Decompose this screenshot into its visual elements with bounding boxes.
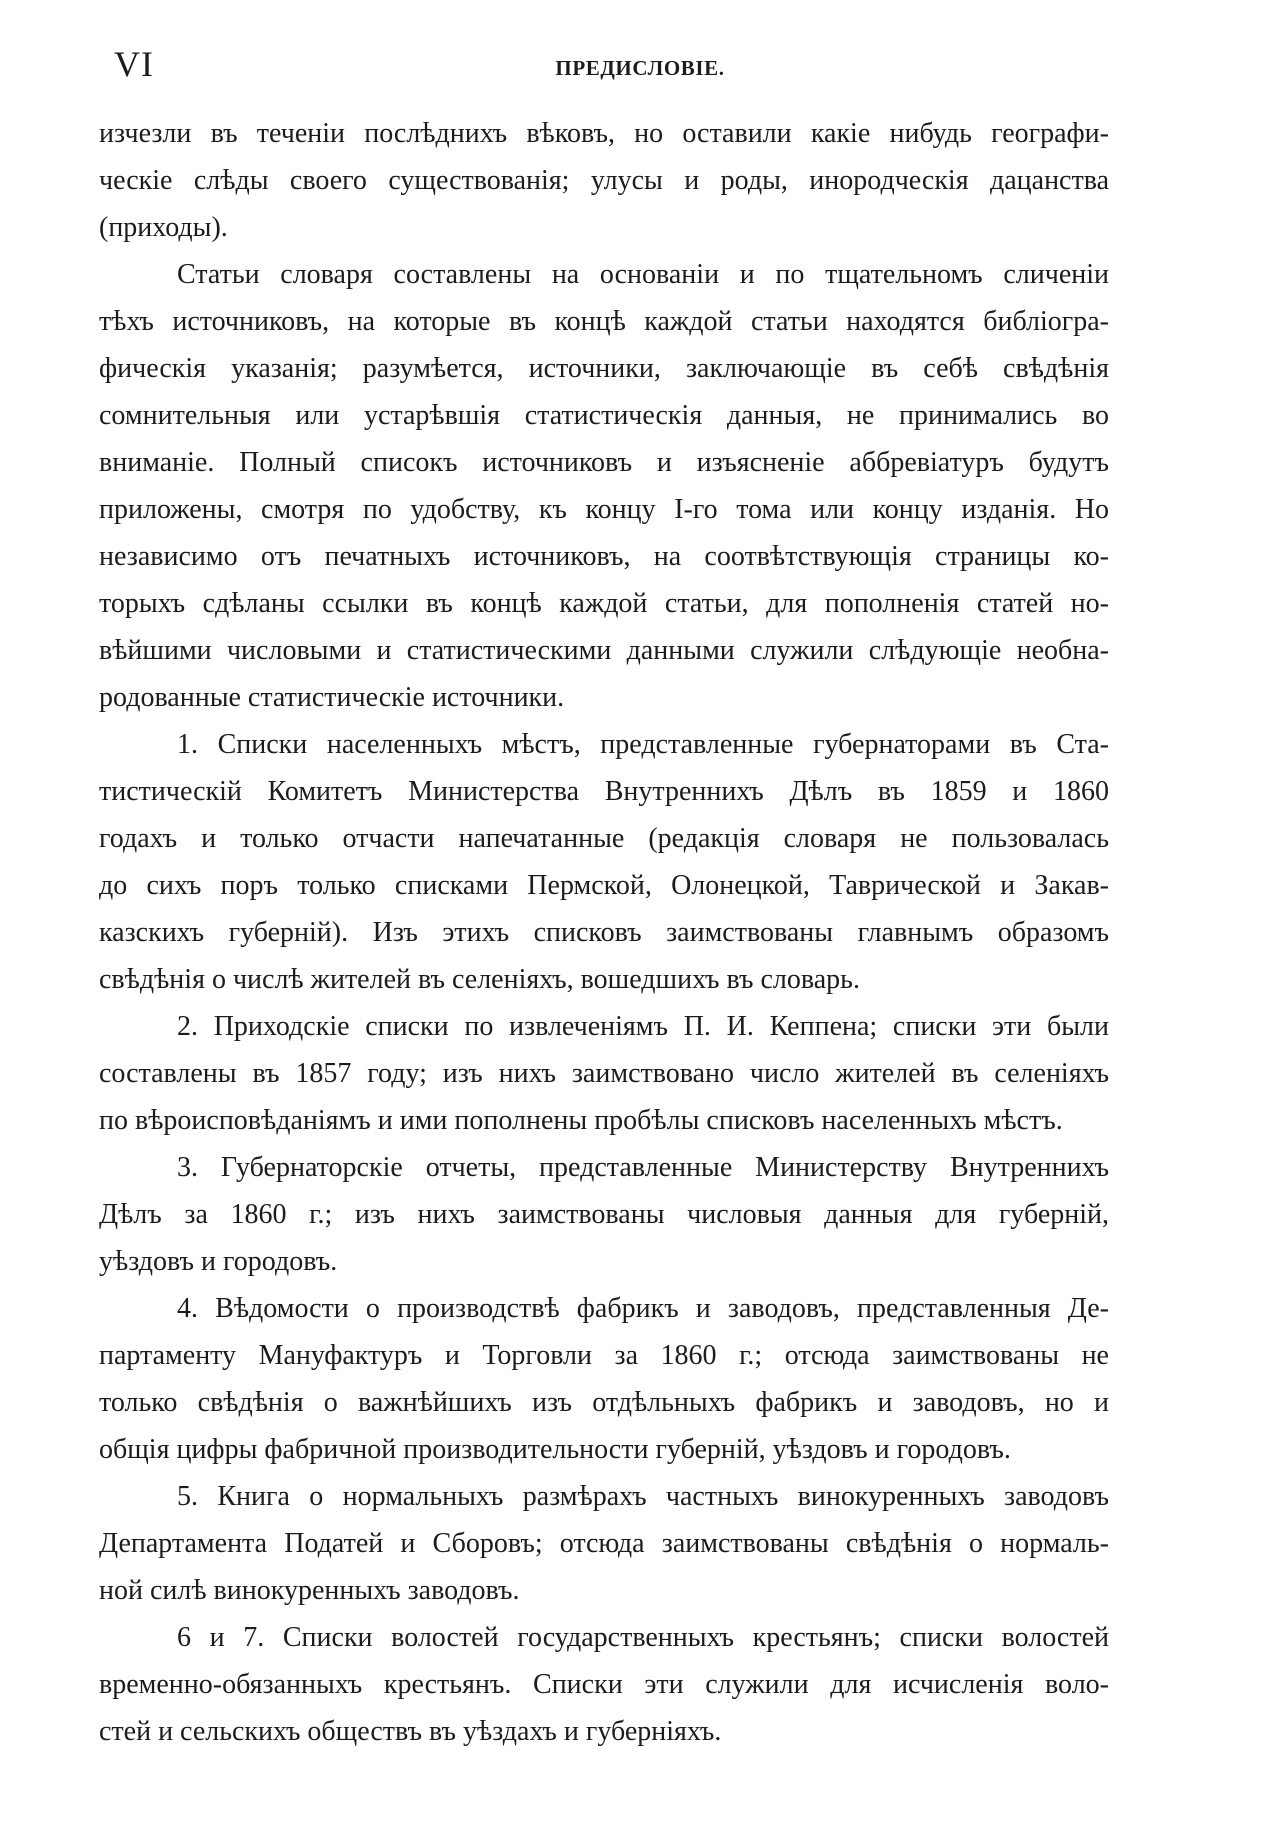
text-line: по вѣроисповѣданіямъ и ими пополнены пробѣлы списковъ населенныхъ мѣстъ. bbox=[99, 1105, 1063, 1136]
text-line: родованные статистическіе источники. bbox=[99, 682, 565, 713]
text-line: изчезли въ теченіи послѣднихъ вѣковъ, но оставили какіе нибудь географи- bbox=[99, 118, 1109, 149]
text-line: свѣдѣнія о числѣ жителей въ селеніяхъ, вошедшихъ въ словарь. bbox=[99, 964, 860, 995]
text-line: составлены въ 1857 году; изъ нихъ заимствовано число жителей въ селеніяхъ bbox=[99, 1058, 1109, 1089]
text-line: 5. Книга о нормальныхъ размѣрахъ частныхъ винокуренныхъ заводовъ bbox=[177, 1481, 1109, 1512]
text-line: тѣхъ источниковъ, на которые въ концѣ каждой статьи находятся библіогра- bbox=[99, 306, 1109, 337]
text-line: только свѣдѣнія о важнѣйшихъ изъ отдѣльныхъ фабрикъ и заводовъ, но и bbox=[99, 1387, 1109, 1418]
text-line: фическія указанія; разумѣется, источники, заключающіе въ себѣ свѣдѣнія bbox=[99, 353, 1109, 384]
text-line: стей и сельскихъ обществъ въ уѣздахъ и губерніяхъ. bbox=[99, 1716, 722, 1747]
text-line: тистическій Комитетъ Министерства Внутреннихъ Дѣлъ въ 1859 и 1860 bbox=[99, 776, 1109, 807]
page-body bbox=[99, 110, 1109, 1755]
page-header bbox=[0, 0, 1280, 100]
text-line: 1. Списки населенныхъ мѣстъ, представленные губернаторами въ Ста- bbox=[177, 729, 1109, 760]
text-line: вѣйшими числовыми и статистическими данными служили слѣдующіе необна- bbox=[99, 635, 1109, 666]
text-line: 6 и 7. Списки волостей государственныхъ крестьянъ; списки волостей bbox=[177, 1622, 1109, 1653]
text-line: Дѣлъ за 1860 г.; изъ нихъ заимствованы числовыя данныя для губерній, bbox=[99, 1199, 1109, 1230]
text-line: вниманіе. Полный списокъ источниковъ и изъясненіе аббревіатуръ будутъ bbox=[99, 447, 1109, 478]
page-number: VI bbox=[114, 44, 154, 84]
text-line: казскихъ губерній). Изъ этихъ списковъ заимствованы главнымъ образомъ bbox=[99, 917, 1109, 948]
text-line: 3. Губернаторскіе отчеты, представленные Министерству Внутреннихъ bbox=[177, 1152, 1109, 1183]
text-line: торыхъ сдѣланы ссылки въ концѣ каждой статьи, для пополненія статей но- bbox=[99, 588, 1109, 619]
text-line: общія цифры фабричной производительности губерній, уѣздовъ и городовъ. bbox=[99, 1434, 1011, 1465]
text-line: 2. Приходскіе списки по извлеченіямъ П. И. Кеппена; списки эти были bbox=[177, 1011, 1109, 1042]
text-line: сомнительныя или устарѣвшія статистическія данныя, не принимались во bbox=[99, 400, 1109, 431]
text-line: (приходы). bbox=[99, 212, 228, 243]
text-line: Статьи словаря составлены на основаніи и по тщательномъ сличеніи bbox=[177, 259, 1109, 290]
text-line: партаменту Мануфактуръ и Торговли за 1860 г.; отсюда заимствованы не bbox=[99, 1340, 1109, 1371]
text-line: Департамента Податей и Сборовъ; отсюда заимствованы свѣдѣнія о нормаль- bbox=[99, 1528, 1109, 1559]
text-line: годахъ и только отчасти напечатанные (редакція словаря не пользовалась bbox=[99, 823, 1109, 854]
text-line: временно-обязанныхъ крестьянъ. Списки эти служили для исчисленія воло- bbox=[99, 1669, 1109, 1700]
text-line: до сихъ поръ только списками Пермской, Олонецкой, Таврической и Закав- bbox=[99, 870, 1109, 901]
text-line: независимо отъ печатныхъ источниковъ, на соотвѣтствующія страницы ко- bbox=[99, 541, 1109, 572]
text-line: 4. Вѣдомости о производствѣ фабрикъ и заводовъ, представленныя Де- bbox=[177, 1293, 1109, 1324]
running-title: ПРЕДИСЛОВІЕ. bbox=[555, 56, 725, 80]
text-line: уѣздовъ и городовъ. bbox=[99, 1246, 338, 1277]
text-line: ческіе слѣды своего существованія; улусы и роды, инородческія дацанства bbox=[99, 165, 1109, 196]
text-line: приложены, смотря по удобству, къ концу I-го тома или концу изданія. Но bbox=[99, 494, 1109, 525]
text-line: ной силѣ винокуренныхъ заводовъ. bbox=[99, 1575, 520, 1606]
